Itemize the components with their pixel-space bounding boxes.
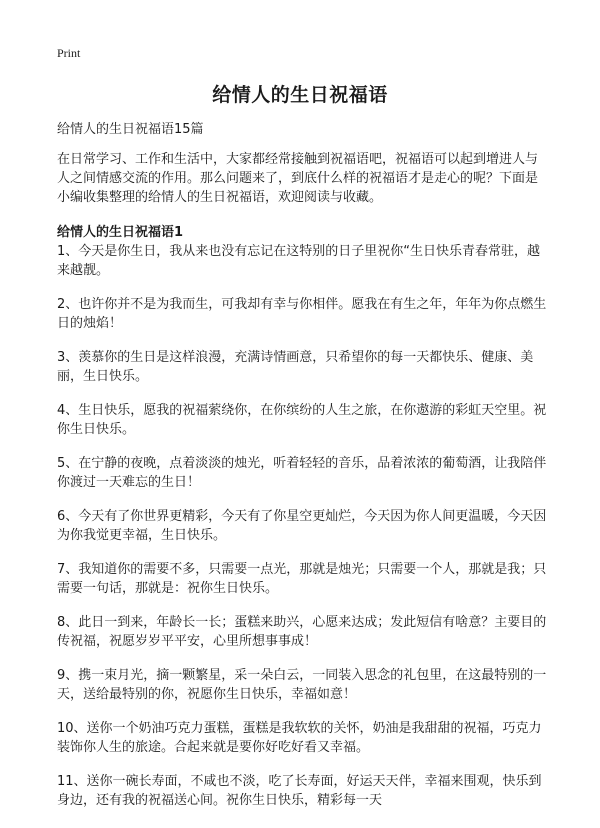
list-item: 1、今天是你生日，我从来也没有忘记在这特别的日子里祝你“生日快乐青春常驻，越来越靓。 [57, 244, 541, 278]
list-item: 8、此日一到来，年龄长一长；蛋糕来助兴，心愿来达成；发此短信有啥意？主要目的传祝福，祝愿岁岁平平安，心里所想事事成！ [57, 615, 547, 649]
article-body [57, 150, 550, 825]
list-item: 4、生日快乐，愿我的祝福萦绕你，在你缤纷的人生之旅，在你遨游的彩虹天空里。祝你生日快乐。 [57, 403, 547, 437]
list-item: 5、在宁静的夜晚，点着淡淡的烛光，听着轻轻的音乐，品着浓浓的葡萄酒，让我陪伴你渡过一天难忘的生日！ [57, 456, 547, 490]
list-item: 11、送你一碗长寿面，不咸也不淡，吃了长寿面，好运天天伴，幸福来围观，快乐到身边，还有我的祝福送心间。祝你生日快乐，精彩每一天 [57, 774, 542, 808]
page-subtitle: 给情人的生日祝福语15篇 [57, 122, 204, 137]
page-title: 给情人的生日祝福语 [212, 84, 388, 106]
intro-paragraph: 在日常学习、工作和生活中，大家都经常接触到祝福语吧，祝福语可以起到增进人与人之间情感交流的作用。那么问题来了，到底什么样的祝福语才是走心的呢？下面是小编收集整理的给情人的生日祝福语，欢迎阅读与收藏。 [57, 152, 539, 205]
section-heading: 给情人的生日祝福语1 [57, 225, 184, 240]
list-item: 9、携一束月光，摘一颗繁星，采一朵白云，一同装入思念的礼包里，在这最特别的一天，送给最特别的你，祝愿你生日快乐，幸福如意！ [57, 668, 547, 702]
list-item: 3、羡慕你的生日是这样浪漫，充满诗情画意，只希望你的每一天都快乐、健康、美丽，生日快乐。 [57, 350, 534, 384]
list-item: 7、我知道你的需要不多，只需要一点光，那就是烛光；只需要一个人，那就是我；只需要一句话，那就是：祝你生日快乐。 [57, 562, 547, 596]
list-item: 6、今天有了你世界更精彩，今天有了你星空更灿烂，今天因为你人间更温暖，今天因为你我觉更幸福，生日快乐。 [57, 509, 547, 543]
list-item: 10、送你一个奶油巧克力蛋糕，蛋糕是我软软的关怀，奶油是我甜甜的祝福，巧克力装饰你人生的旅途。合起来就是要你好吃好看又幸福。 [57, 721, 542, 755]
list-item: 2、也许你并不是为我而生，可我却有幸与你相伴。愿我在有生之年，年年为你点燃生日的烛焰！ [57, 297, 547, 331]
print-link[interactable]: Print [57, 46, 81, 60]
